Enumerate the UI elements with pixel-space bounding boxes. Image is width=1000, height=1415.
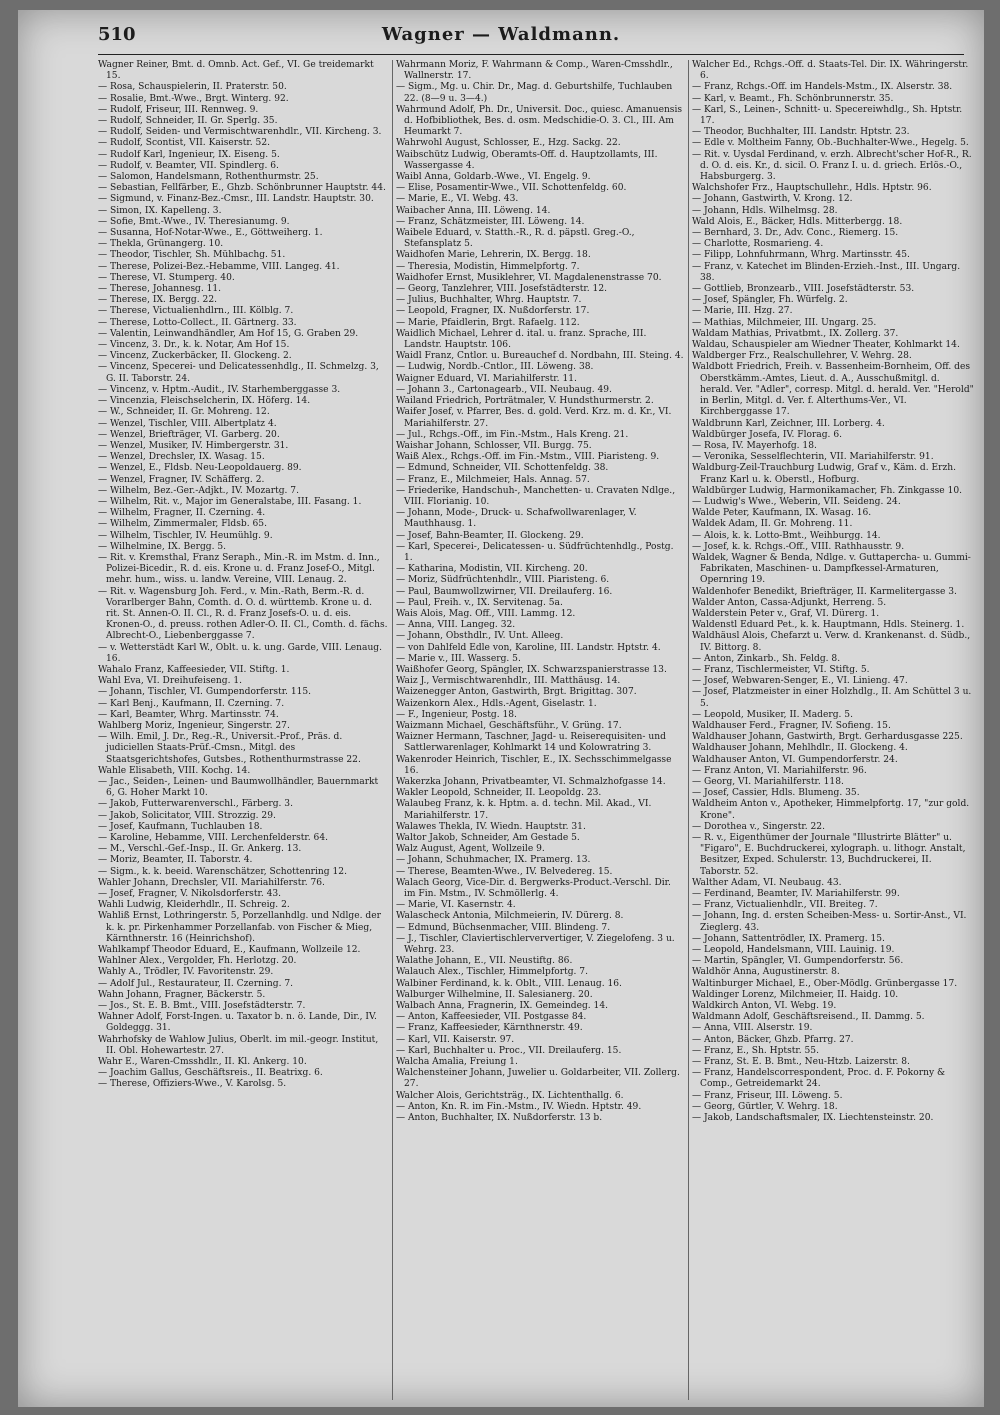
directory-entry: — Johann, Ing. d. ersten Scheiben-Mess- u. Sortir-Anst., VI. Zieglerg. 43.	[692, 911, 967, 933]
directory-page	[18, 10, 984, 1407]
directory-entry: — Josef, Bahn-Beamter, II. Glockeng. 29.	[396, 530, 584, 541]
directory-entry: — Wilh. Emil, J. Dr., Reg.-R., Universit.-Prof., Präs. d. judiciellen Staats-Prüf.-Cmsn., Mitgl. des Staatsgerichtshofes, Gutsbes., Rothenthurmstrasse 22.	[98, 732, 361, 765]
directory-entry: — Ludwig's Wwe., Weberin, VII. Seideng. 24.	[692, 496, 901, 507]
directory-entry: — Valentin, Leinwandhändler, Am Hof 15, G. Graben 29.	[98, 328, 359, 339]
directory-entry: Waldenhofer Benedikt, Briefträger, II. Karmelitergasse 3.	[692, 586, 957, 597]
directory-entry: — Jul., Rchgs.-Off., im Fin.-Mstm., Hals Kreng. 21.	[396, 429, 629, 440]
directory-entry: Wahler Johann, Drechsler, VII. Mariahilferstr. 76.	[98, 877, 325, 888]
directory-entry: Waldhäusl Alois, Chefarzt u. Verw. d. Krankenanst. d. Südb., IV. Bittorg. 8.	[692, 631, 971, 653]
directory-entry: — Georg, VI. Mariahilferstr. 118.	[692, 777, 844, 787]
directory-entry: — Leopold, Handelsmann, VIII. Lauinig. 19.	[692, 945, 895, 956]
directory-entry: — Vincenz, Zuckerbäcker, II. Glockeng. 2.	[98, 351, 292, 362]
directory-entry: — Josef, Cassier, Hdls. Blumeng. 35.	[692, 788, 860, 799]
directory-entry: — Theodor, Buchhalter, III. Landstr. Hptstr. 23.	[692, 127, 910, 138]
directory-entry: — Dorothea v., Singerstr. 22.	[692, 821, 825, 832]
directory-entry: — F., Ingenieur, Postg. 18.	[396, 709, 517, 720]
directory-entry: Wahrhofsky de Wahlow Julius, Oberlt. im mil.-geogr. Institut, II. Obl. Hohewartestr. 27.	[98, 1034, 379, 1056]
directory-entry: Waizner Hermann, Taschner, Jagd- u. Reiserequisiten- und Sattlerwarenlager, Kohlmarkt 14 und Kolowratring 3.	[396, 732, 666, 754]
directory-entry: Waldburg-Zeil-Trauchburg Ludwig, Graf v., Käm. d. Erzh. Franz Karl u. k. Oberstl., Hofburg.	[692, 463, 957, 485]
directory-entry: Waibele Eduard, v. Statth.-R., R. d. päpstl. Greg.-O., Stefansplatz 5.	[396, 228, 635, 250]
directory-entry: — Wenzel, Briefträger, VI. Garberg. 20.	[98, 429, 280, 440]
directory-entry: — W., Schneider, II. Gr. Mohreng. 12.	[98, 407, 270, 418]
header-rule	[98, 54, 964, 55]
directory-entry: Wahlner Alex., Vergolder, Fh. Herlotzg. 20.	[98, 956, 297, 967]
directory-entry: — Gottlieb, Bronzearb., VIII. Josefstädterstr. 53.	[692, 284, 915, 295]
directory-entry: — Bernhard, 3. Dr., Adv. Conc., Riemerg. 15.	[692, 228, 899, 239]
directory-entry: Waldkirch Anton, VI. Webg. 19.	[692, 1001, 837, 1012]
directory-entry: Walcha Amalia, Freiung 1.	[396, 1057, 518, 1068]
directory-entry: Wahlberg Moriz, Ingenieur, Singerstr. 27.	[98, 720, 290, 731]
directory-entry: Waldhauser Ferd., Fragner, IV. Sofieng. 15.	[692, 720, 891, 731]
directory-entry: — Karl Benj., Kaufmann, II. Czerning. 7.	[98, 698, 285, 709]
directory-entry: Walcher Alois, Gerichtsträg., IX. Lichtenthallg. 6.	[396, 1090, 624, 1101]
directory-entry: — Wenzel, Drechsler, IX. Wasag. 15.	[98, 452, 265, 463]
directory-entry: — von Dahlfeld Edle von, Karoline, III. Landstr. Hptstr. 4.	[396, 642, 661, 653]
directory-entry: — Ludwig, Nordb.-Cntlor., III. Löweng. 38.	[396, 362, 594, 373]
directory-entry: Wais Alois, Mag. Off., VIII. Lammg. 12.	[396, 608, 576, 619]
directory-entry: Waidhofen Marie, Lehrerin, IX. Bergg. 18.	[396, 250, 591, 261]
directory-entry: — Rosalie, Bmt.-Wwe., Brgt. Winterg. 92.	[98, 93, 289, 104]
directory-entry: — Marie, E., VI. Webg. 43.	[396, 194, 519, 205]
directory-entry: Waidl Franz, Cntlor. u. Bureauchef d. Nordbahn, III. Steing. 4.	[396, 351, 684, 362]
directory-entry: — Katharina, Modistin, VII. Kircheng. 20.	[396, 564, 588, 575]
directory-entry: Waldbrunn Karl, Zeichner, III. Lorberg. 4.	[692, 418, 885, 429]
directory-entry: — Rudolf Karl, Ingenieur, IX. Eiseng. 5.	[98, 149, 280, 160]
directory-entry: Waldbott Friedrich, Freih. v. Bassenheim-Bornheim, Off. des Oberstkämm.-Amtes, Lieut. d. A., Ausschußmitgl. d. herald. Ver. "Adler", corresp. Mitgl. d. herald. Ver. "Herold" in Berlin, Mitgl. d. Ver. f. Alterthums-Ver., VI. Kirchberggasse 17.	[692, 362, 974, 418]
directory-entry: — Johann, Gastwirth, V. Krong. 12.	[692, 194, 853, 205]
directory-entry: — Marie, Pfaidlerin, Brgt. Rafaelg. 112.	[396, 317, 580, 328]
directory-entry: — Leopold, Musiker, II. Maderg. 5.	[692, 709, 853, 720]
directory-entry: Waißhofer Georg, Spängler, IX. Schwarzspanierstrasse 13.	[396, 664, 667, 675]
directory-entry: — Wilhelmine, IX. Bergg. 5.	[98, 541, 227, 552]
directory-entry: — Paul, Baumwollzwirner, VII. Dreilauferg. 16.	[396, 586, 613, 597]
directory-entry: — Vincenz, Specerei- und Delicatessenhdlg., II. Schmelzg. 3, G. II. Taborstr. 24.	[98, 362, 379, 384]
directory-entry: — Georg, Tanzlehrer, VIII. Josefstädterstr. 12.	[396, 284, 608, 295]
directory-entry: — Josef, Kaufmann, Tuchlauben 18.	[98, 821, 263, 832]
directory-entry: — Wenzel, Musiker, IV. Himbergerstr. 31.	[98, 440, 289, 451]
directory-entry: — Karl, v. Beamt., Fh. Schönbrunnerstr. 35.	[692, 93, 894, 104]
directory-entry: — M., Verschl.-Gef.-Insp., II. Gr. Ankerg. 13.	[98, 844, 302, 855]
directory-entry: — Marie, VI. Kasernstr. 4.	[396, 900, 516, 911]
directory-entry: — Wilhelm, Tischler, IV. Heumühlg. 9.	[98, 530, 273, 541]
directory-entry: — Moriz, Beamter, II. Taborstr. 4.	[98, 855, 253, 866]
directory-entry: Waldhauser Anton, VI. Gumpendorferstr. 24.	[692, 754, 898, 765]
directory-entry: Wahrmund Adolf, Ph. Dr., Universit. Doc., quiesc. Amanuensis d. Hofbibliothek, Bes. d. osm. Medschidie-O. 3. Cl., III. Am Heumarkt 7.	[396, 104, 683, 138]
directory-entry: Waizenegger Anton, Gastwirth, Brgt. Brigittag. 307.	[396, 687, 637, 698]
directory-entry: — Sebastian, Fellfärber, E., Ghzb. Schönbrunner Hauptstr. 44.	[98, 183, 386, 194]
directory-entry: — Therese, Johannesg. 11.	[98, 284, 222, 295]
directory-entry: — J., Tischler, Claviertischlerververtiger, V. Ziegelofeng. 3 u. Wehrg. 23.	[396, 933, 675, 956]
directory-entry: — Johann, Mode-, Druck- u. Schafwollwarenlager, V. Mauthhausg. 1.	[396, 508, 637, 530]
directory-entry: Waidhofer Ernst, Musiklehrer, VI. Magdalenenstrasse 70.	[396, 272, 662, 283]
directory-entry: — Therese, Offiziers-Wwe., V. Karolsg. 5.	[98, 1079, 287, 1090]
directory-entry: — Therese, Lotto-Collect., II. Gärtnerg. 33.	[98, 317, 297, 328]
directory-entry: — Wilhelm, Fragner, II. Czerning. 4.	[98, 508, 266, 519]
directory-entry: — Theresia, Modistin, Himmelpfortg. 7.	[396, 261, 580, 272]
directory-entry: Waiß Alex., Rchgs.-Off. im Fin.-Mstm., VIII. Piaristeng. 9.	[396, 452, 660, 463]
directory-entry: — Johann 3., Cartonagearb., VII. Neubaug. 49.	[396, 384, 612, 395]
directory-entry: — Edmund, Schneider, VII. Schottenfeldg. 38.	[396, 463, 609, 474]
directory-entry: — Franz Anton, VI. Mariahilferstr. 96.	[692, 765, 867, 776]
directory-entry: — Franz, Friseur, III. Löweng. 5.	[692, 1090, 843, 1101]
directory-entry: — Franz, Victualienhdlr., VII. Breiteg. 7.	[692, 900, 878, 911]
directory-entry: — Karl, Beamter, Whrg. Martinsstr. 74.	[98, 709, 279, 720]
directory-entry: Waldinger Lorenz, Milchmeier, II. Haidg. 10.	[692, 989, 899, 1000]
directory-entry: Wagner Reiner, Bmt. d. Omnb. Act. Gef., VI. Ge treidemarkt 15.	[98, 60, 374, 82]
directory-entry: — Franz, Schätzmeister, III. Löweng. 14.	[396, 216, 585, 227]
directory-entry: — Adolf Jul., Restaurateur, II. Czerning. 7.	[98, 978, 294, 989]
directory-entry: Walbach Anna, Fragnerin, IX. Gemeindeg. 14.	[396, 1001, 609, 1012]
directory-entry: — Salomon, Handelsmann, Rothenthurmstr. 25.	[98, 172, 319, 183]
directory-entry: Waifer Josef, v. Pfarrer, Bes. d. gold. Verd. Krz. m. d. Kr., VI. Mariahilferstr. 27.	[396, 407, 672, 429]
directory-entry: — Friederike, Handschuh-, Manchetten- u. Cravaten Ndlge., VIII. Florianig. 10.	[396, 485, 676, 507]
directory-entry: — Simon, IX. Kapelleng. 3.	[98, 205, 222, 216]
directory-entry: — Johann, Obsthdlr., IV. Unt. Alleeg.	[396, 631, 564, 642]
directory-entry: Wahlkampf Theodor Eduard, E., Kaufmann, Wollzeile 12.	[98, 945, 361, 956]
directory-entry: — Rosa, IV. Mayerhofg. 18.	[692, 440, 817, 451]
directory-entry: — Wilhelm, Rit. v., Major im Generalstabe, III. Fasang. 1.	[98, 496, 362, 507]
directory-entry: — Edmund, Büchsenmacher, VIII. Blindeng. 7.	[396, 922, 611, 933]
directory-entry: Walcher Ed., Rchgs.-Off. d. Staats-Tel. Dir. IX. Währingerstr. 6.	[692, 60, 969, 82]
directory-entry: Waldhauser Johann, Gastwirth, Brgt. Gerhardusgasse 225.	[692, 732, 963, 743]
directory-entry: — Franz, Handelscorrespondent, Proc. d. F. Pokorny & Comp., Getreidemarkt 24.	[692, 1068, 946, 1090]
directory-entry: — Sofie, Bmt.-Wwe., IV. Theresianumg. 9.	[98, 216, 290, 227]
directory-entry: Wakler Leopold, Schneider, II. Leopoldg. 23.	[396, 788, 602, 799]
running-title: Wagner — Waldmann.	[381, 24, 621, 45]
directory-entry: Wahn Johann, Fragner, Bäckerstr. 5.	[98, 989, 266, 1000]
directory-entry: — Rudolf, Scontist, VII. Kaiserstr. 52.	[98, 138, 270, 149]
page-header	[18, 10, 984, 54]
directory-entry: Walbiner Ferdinand, k. k. Oblt., VIII. Lenaug. 16.	[396, 978, 622, 989]
directory-entry: Walther Adam, VI. Neubaug. 43.	[692, 877, 842, 888]
directory-entry: — Rudolf, Friseur, III. Rennweg. 9.	[98, 104, 259, 115]
directory-entry: — Franz, St. E. B. Bmt., Neu-Htzb. Laizerstr. 8.	[692, 1057, 910, 1068]
column-divider	[392, 60, 393, 1400]
directory-entry: — Josef, Platzmeister in einer Holzhdlg., II. Am Schüttel 3 u. 5.	[692, 687, 972, 709]
directory-entry: — Veronika, Sesselflechterin, VII. Mariahilferstr. 91.	[692, 452, 934, 463]
directory-entry: — Jakob, Solicitator, VIII. Strozzig. 29.	[98, 810, 276, 821]
directory-entry: — Martin, Spängler, VI. Gumpendorferstr. 56.	[692, 956, 904, 967]
directory-entry: — Therese, IX. Bergg. 22.	[98, 295, 217, 306]
directory-entry: Walder Anton, Cassa-Adjunkt, Herreng. 5.	[692, 597, 887, 608]
directory-entry: Wakenroder Heinrich, Tischler, E., IX. Sechsschimmelgasse 16.	[396, 754, 672, 776]
directory-entry: — Anna, VIII. Langeg. 32.	[396, 620, 516, 631]
directory-entry: — Vincenz, 3. Dr., k. k. Notar, Am Hof 15.	[98, 340, 290, 351]
directory-entry: Waizenkorn Alex., Hdls.-Agent, Giselastr. 1.	[396, 698, 597, 709]
directory-entry: — Karl, S., Leinen-, Schnitt- u. Specereiwhdlg., Sh. Hptstr. 17.	[692, 104, 963, 127]
directory-entry: — Anton, Zinkarb., Sh. Feldg. 8.	[692, 653, 841, 664]
directory-entry: Wahle Elisabeth, VIII. Kochg. 14.	[98, 765, 251, 776]
directory-entry: — Anton, Buchhalter, IX. Nußdorferstr. 13 b.	[396, 1113, 603, 1124]
directory-entry: — Sigm., Mg. u. Chir. Dr., Mag. d. Geburtshilfe, Tuchlauben 22. (8—9 u. 3—4.)	[396, 82, 673, 104]
directory-entry: — Marie, III. Hzg. 27.	[692, 306, 793, 317]
directory-entry: — Rit. v. Uysdal Ferdinand, v. erzh. Albrecht'scher Hof-R., R. d. O. d. eis. Kr., d. sicil. O. Franz I. u. d. griech. Erlös.-O., Habsburgerg. 3.	[692, 149, 972, 183]
directory-entry: Waiz J., Vermischtwarenhdlr., III. Matthäusg. 14.	[396, 676, 621, 687]
directory-entry: — Jakob, Landschaftsmaler, IX. Liechtensteinstr. 20.	[692, 1113, 934, 1124]
directory-entry: — Franz, Kaffeesieder, Kärnthnerstr. 49.	[396, 1023, 583, 1034]
directory-entry: Waigner Eduard, VI. Mariahilferstr. 11.	[396, 373, 577, 384]
directory-entry: — Elise, Posamentir-Wwe., VII. Schottenfeldg. 60.	[396, 183, 627, 194]
directory-entry: Waibschütz Ludwig, Oberamts-Off. d. Hauptzollamts, III. Wassergasse 4.	[396, 149, 658, 171]
directory-entry: Waldau, Schauspieler am Wiedner Theater, Kohlmarkt 14.	[692, 340, 960, 351]
directory-entry: Walaubeg Franz, k. k. Hptm. a. d. techn. Mil. Akad., VI. Mariahilferstr. 17.	[396, 799, 652, 821]
directory-entry: — Therese, Polizei-Bez.-Hebamme, VIII. Langeg. 41.	[98, 261, 340, 272]
column-3	[692, 60, 974, 1400]
directory-entry: — Wenzel, Fragner, IV. Schäfferg. 2.	[98, 474, 265, 485]
directory-entry: — Paul, Freih. v., IX. Servitenag. 5a.	[396, 597, 563, 608]
directory-entry: — Therese, Victualienhdlrn., III. Kölblg. 7.	[98, 306, 294, 317]
directory-entry: Wahner Adolf, Forst-Ingen. u. Taxator b. n. ö. Lande, Dir., IV. Goldeggg. 31.	[98, 1012, 377, 1034]
directory-entry: — Thekla, Grünangerg. 10.	[98, 239, 224, 250]
directory-entry: — Susanna, Hof-Notar-Wwe., E., Göttweiherg. 1.	[98, 228, 323, 239]
directory-entry: Walawes Thekla, IV. Wiedn. Hauptstr. 31.	[396, 821, 586, 832]
directory-entry: — Karl, VII. Kaiserstr. 97.	[396, 1034, 515, 1045]
directory-entry: Wailand Friedrich, Porträtmaler, V. Hundsthurmerstr. 2.	[396, 396, 654, 407]
directory-entry: — Jac., Seiden-, Leinen- und Baumwollhändler, Bauernmarkt 6, G. Hoher Markt 10.	[98, 777, 379, 799]
directory-entry: Walchshofer Frz., Hauptschullehr., Hdls. Hptstr. 96.	[692, 183, 932, 194]
directory-entry: — Georg, Gürtler, V. Wehrg. 18.	[692, 1101, 838, 1112]
directory-entry: Waldbürger Ludwig, Harmonikamacher, Fh. Zinkgasse 10.	[692, 485, 963, 496]
directory-entry: — Marie v., III. Wasserg. 5.	[396, 653, 521, 664]
directory-entry: — Anton, Kn. R. im Fin.-Mstm., IV. Wiedn. Hptstr. 49.	[396, 1101, 642, 1112]
directory-entry: — Theodor, Tischler, Sh. Mühlbachg. 51.	[98, 250, 286, 261]
directory-entry: — Franz, Tischlermeister, VI. Stiftg. 5.	[692, 664, 870, 675]
directory-entry: Wahly A., Trödler, IV. Favoritenstr. 29.	[98, 967, 274, 978]
directory-entry: — Moriz, Südfrüchtenhdlr., VIII. Piaristeng. 6.	[396, 575, 610, 586]
directory-entry: — Johann, Tischler, VI. Gumpendorferstr. 115.	[98, 687, 312, 698]
directory-entry: Waldberger Frz., Realschullehrer, V. Wehrg. 28.	[692, 351, 912, 362]
directory-entry: — Johann, Schuhmacher, IX. Pramerg. 13.	[396, 855, 591, 866]
directory-entry: — Wenzel, E., Fldsb. Neu-Leopoldauerg. 89.	[98, 463, 302, 474]
directory-entry: — Josef, Webwaren-Senger, E., VI. Linieng. 47.	[692, 676, 908, 687]
directory-entry: — Franz, E., Milchmeier, Hals. Annag. 57.	[396, 474, 590, 485]
directory-entry: Waibl Anna, Goldarb.-Wwe., VI. Engelg. 9.	[396, 172, 591, 183]
directory-entry: — Mathias, Milchmeier, III. Ungarg. 25.	[692, 317, 877, 328]
directory-entry: — Jos., St. E. B. Bmt., VIII. Josefstädterstr. 7.	[98, 1001, 306, 1012]
directory-entry: — Josef, Fragner, V. Nikolsdorferstr. 43.	[98, 889, 282, 900]
directory-entry: — Joachim Gallus, Geschäftsreis., II. Beatrixg. 6.	[98, 1068, 323, 1079]
directory-entry: — Ferdinand, Beamter, IV. Mariahilferstr. 99.	[692, 889, 900, 900]
directory-entry: — Sigm., k. k. beeid. Warenschätzer, Schottenring 12.	[98, 866, 347, 877]
directory-entry: — Sigmund, v. Finanz-Bez.-Cmsr., III. Landstr. Hauptstr. 30.	[98, 194, 374, 205]
directory-entry: — Therese, VI. Stumperg. 40.	[98, 272, 235, 283]
directory-entry: Wahr E., Waren-Cmsshdlr., II. Kl. Ankerg. 10.	[98, 1057, 307, 1068]
directory-entry: — Karl, Specerei-, Delicatessen- u. Südfrüchtenhdlg., Postg. 1.	[396, 541, 674, 563]
directory-entry: — Leopold, Fragner, IX. Nußdorferstr. 17.	[396, 306, 590, 317]
directory-entry: Waldek, Wagner & Benda, Ndlge. v. Guttapercha- u. Gummi-Fabrikaten, Maschinen- u. Dampfkessel-Armaturen, Opernring 19.	[692, 552, 971, 586]
directory-entry: Waidlich Michael, Lehrer d. ital. u. franz. Sprache, III. Landstr. Hauptstr. 106.	[396, 328, 647, 351]
directory-entry: Waltinburger Michael, E., Ober-Mödlg. Grünbergasse 17.	[692, 978, 958, 989]
directory-entry: Walz August, Agent, Wollzeile 9.	[396, 844, 545, 855]
column-2	[396, 60, 684, 1400]
directory-entry: Waishar Johann, Schlosser, VII. Burgg. 75.	[396, 440, 592, 451]
directory-entry: — Wilhelm, Bez.-Ger.-Adjkt., IV. Mozartg. 7.	[98, 485, 299, 496]
directory-entry: — R. v., Eigenthümer der Journale "Illustrirte Blätter" u. "Figaro", E. Buchdruckerei, xylograph. u. lithogr. Anstalt, Besitzer, Exped. Schulerstr. 13, Buchdruckerei, II. Taborstr. 52.	[692, 833, 966, 877]
directory-entry: — Franz, v. Katechet im Blinden-Erzieh.-Inst., III. Ungarg. 38.	[692, 261, 961, 283]
directory-entry: — Alois, k. k. Lotto-Bmt., Weihburgg. 14.	[692, 530, 881, 541]
directory-entry: Walchensteiner Johann, Juwelier u. Goldarbeiter, VII. Zollerg. 27.	[396, 1068, 680, 1090]
directory-entry: — Edle v. Moltheim Fanny, Ob.-Buchhalter-Wwe., Hegelg. 5.	[692, 138, 969, 149]
directory-entry: — Anton, Kaffeesieder, VII. Postgasse 84.	[396, 1012, 587, 1023]
directory-entry: — Anna, VIII. Alserstr. 19.	[692, 1023, 813, 1034]
directory-entry: — Wilhelm, Zimmermaler, Fldsb. 65.	[98, 519, 267, 530]
directory-entry: — Wenzel, Tischler, VIII. Albertplatz 4.	[98, 418, 277, 429]
directory-entry: — Rudolf, Schneider, II. Gr. Sperlg. 35.	[98, 116, 278, 127]
directory-entry: Waldhör Anna, Augustinerstr. 8.	[692, 967, 840, 978]
directory-entry: — Josef, k. k. Rchgs.-Off., VIII. Rathhausstr. 9.	[692, 541, 905, 552]
directory-entry: Waldhauser Johann, Mehlhdlr., II. Glockeng. 4.	[692, 743, 908, 754]
directory-entry: — Josef, Spängler, Fh. Würfelg. 2.	[692, 295, 848, 306]
directory-entry: Waldenstl Eduard Pet., k. k. Hauptmann, Hdls. Steinerg. 1.	[692, 620, 965, 631]
directory-entry: — Franz, E., Sh. Hptstr. 55.	[692, 1045, 819, 1056]
directory-entry: Wahalo Franz, Kaffeesieder, VII. Stiftg. 1.	[98, 664, 290, 675]
directory-entry: Walathe Johann, E., VII. Neustiftg. 86.	[396, 956, 573, 967]
directory-entry: Waltor Jakob, Schneider, Am Gestade 5.	[396, 833, 580, 844]
directory-entry: Waldek Adam, II. Gr. Mohreng. 11.	[692, 519, 853, 530]
directory-entry: — v. Wetterstädt Karl W., Oblt. u. k. ung. Garde, VIII. Lenaug. 16.	[98, 642, 383, 664]
directory-entry: Walauch Alex., Tischler, Himmelpfortg. 7.	[396, 967, 588, 978]
directory-entry: Wald Alois, E., Bäcker, Hdls. Mitterbergg. 18.	[692, 216, 903, 227]
column-divider	[688, 60, 689, 1400]
directory-entry: — Charlotte, Rosmarieng. 4.	[692, 239, 824, 250]
directory-entry: Waizmann Michael, Geschäftsführ., V. Grüng. 17.	[396, 720, 622, 731]
column-1	[98, 60, 388, 1400]
directory-entry: — Vincenz, v. Hptm.-Audit., IV. Starhemberggasse 3.	[98, 384, 341, 395]
directory-entry: — Rit. v. Kremsthal, Franz Seraph., Min.-R. im Mstm. d. Inn., Polizei-Bicedir., R. d. eis. Krone u. d. Franz Josef-O., Mitgl. mehr. hum., wiss. u. landw. Vereine, VIII. Lenaug. 2.	[98, 552, 380, 586]
directory-entry: — Rit. v. Wagensburg Joh. Ferd., v. Min.-Rath, Berm.-R. d. Vorarlberger Bahn, Comth. d. O. d. württemb. Krone u. d. rit. St. Annen-O. II. Cl., R. d. Franz Josefs-O. u. d. eis. Kronen-O., d. preuss. rothen Adler-O. II. Cl., Comth. d. fächs. Albrecht-O., Liebenberggasse 7.	[98, 586, 388, 642]
directory-entry: — Julius, Buchhalter, Whrg. Hauptstr. 7.	[396, 295, 582, 306]
directory-entry: — Jakob, Futterwarenverschl., Färberg. 3.	[98, 799, 293, 810]
directory-entry: Walach Georg, Vice-Dir. d. Bergwerks-Product.-Verschl. Dir. im Fin. Mstm., IV. Schmöllerlg. 4.	[396, 877, 671, 900]
directory-entry: Walde Peter, Kaufmann, IX. Wasag. 16.	[692, 508, 872, 519]
directory-entry: Wahli Ludwig, Kleiderhdlr., II. Schreig. 2.	[98, 900, 290, 911]
directory-entry: — Johann, Sattentrödler, IX. Pramerg. 15.	[692, 933, 885, 944]
directory-entry: Waibacher Anna, III. Löweng. 14.	[396, 205, 551, 216]
page-number: 510	[98, 24, 136, 45]
directory-entry: Walburger Wilhelmine, II. Salesianerg. 20.	[396, 989, 593, 1000]
directory-entry: Waldheim Anton v., Apotheker, Himmelpfortg. 17, "zur gold. Krone".	[692, 799, 970, 821]
directory-entry: — Rudolf, Seiden- und Vermischtwarenhdlr., VII. Kircheng. 3.	[98, 127, 382, 138]
directory-entry: — Rosa, Schauspielerin, II. Praterstr. 50.	[98, 82, 287, 93]
directory-entry: — Karoline, Hebamme, VIII. Lerchenfelderstr. 64.	[98, 833, 329, 844]
directory-entry: Wakerzka Johann, Privatbeamter, VI. Schmalzhofgasse 14.	[396, 777, 666, 787]
directory-entry: Walascheck Antonia, Milchmeierin, IV. Dürerg. 8.	[396, 911, 624, 922]
directory-entry: — Johann, Hdls. Wilhelmsg. 28.	[692, 205, 838, 216]
directory-entry: — Franz, Rchgs.-Off. im Handels-Mstm., IX. Alserstr. 38.	[692, 82, 953, 93]
directory-entry: Wahrwohl August, Schlosser, E., Hzg. Sackg. 22.	[396, 138, 621, 149]
directory-entry: — Rudolf, v. Beamter, VII. Spindlerg. 6.	[98, 160, 279, 171]
directory-entry: — Vincenzia, Fleischselcherin, IX. Höferg. 14.	[98, 396, 311, 407]
directory-entry: — Therese, Beamten-Wwe., IV. Belvedereg. 15.	[396, 866, 613, 877]
directory-entry: Wahrmann Moriz, F. Wahrmann & Comp., Waren-Cmsshdlr., Wallnerstr. 17.	[396, 60, 673, 82]
directory-entry: — Anton, Bäcker, Ghzb. Pfarrg. 27.	[692, 1034, 854, 1045]
directory-entry: Waldmann Adolf, Geschäftsreisend., II. Dammg. 5.	[692, 1012, 925, 1023]
directory-entry: — Karl, Buchhalter u. Proc., VII. Dreilauferg. 15.	[396, 1045, 622, 1056]
directory-entry: — Filipp, Lohnfuhrmann, Whrg. Martinsstr. 45.	[692, 250, 910, 261]
directory-entry: Walderstein Peter v., Graf, VI. Dürerg. 1.	[692, 608, 880, 619]
directory-entry: Wahl Eva, VI. Dreihufeiseng. 1.	[98, 676, 243, 687]
directory-entry: Waldbürger Josefa, IV. Florag. 6.	[692, 429, 843, 440]
directory-entry: Waldam Mathias, Privatbmt., IX. Zollerg. 37.	[692, 328, 899, 339]
directory-entry: Wahliß Ernst, Lothringerstr. 5, Porzellanhdlg. und Ndlge. der k. k. pr. Pirkenhammer Porzellanfab. von Fischer & Mieg, Kärnthnerstr. 16 (Heinrichshof).	[98, 911, 381, 944]
